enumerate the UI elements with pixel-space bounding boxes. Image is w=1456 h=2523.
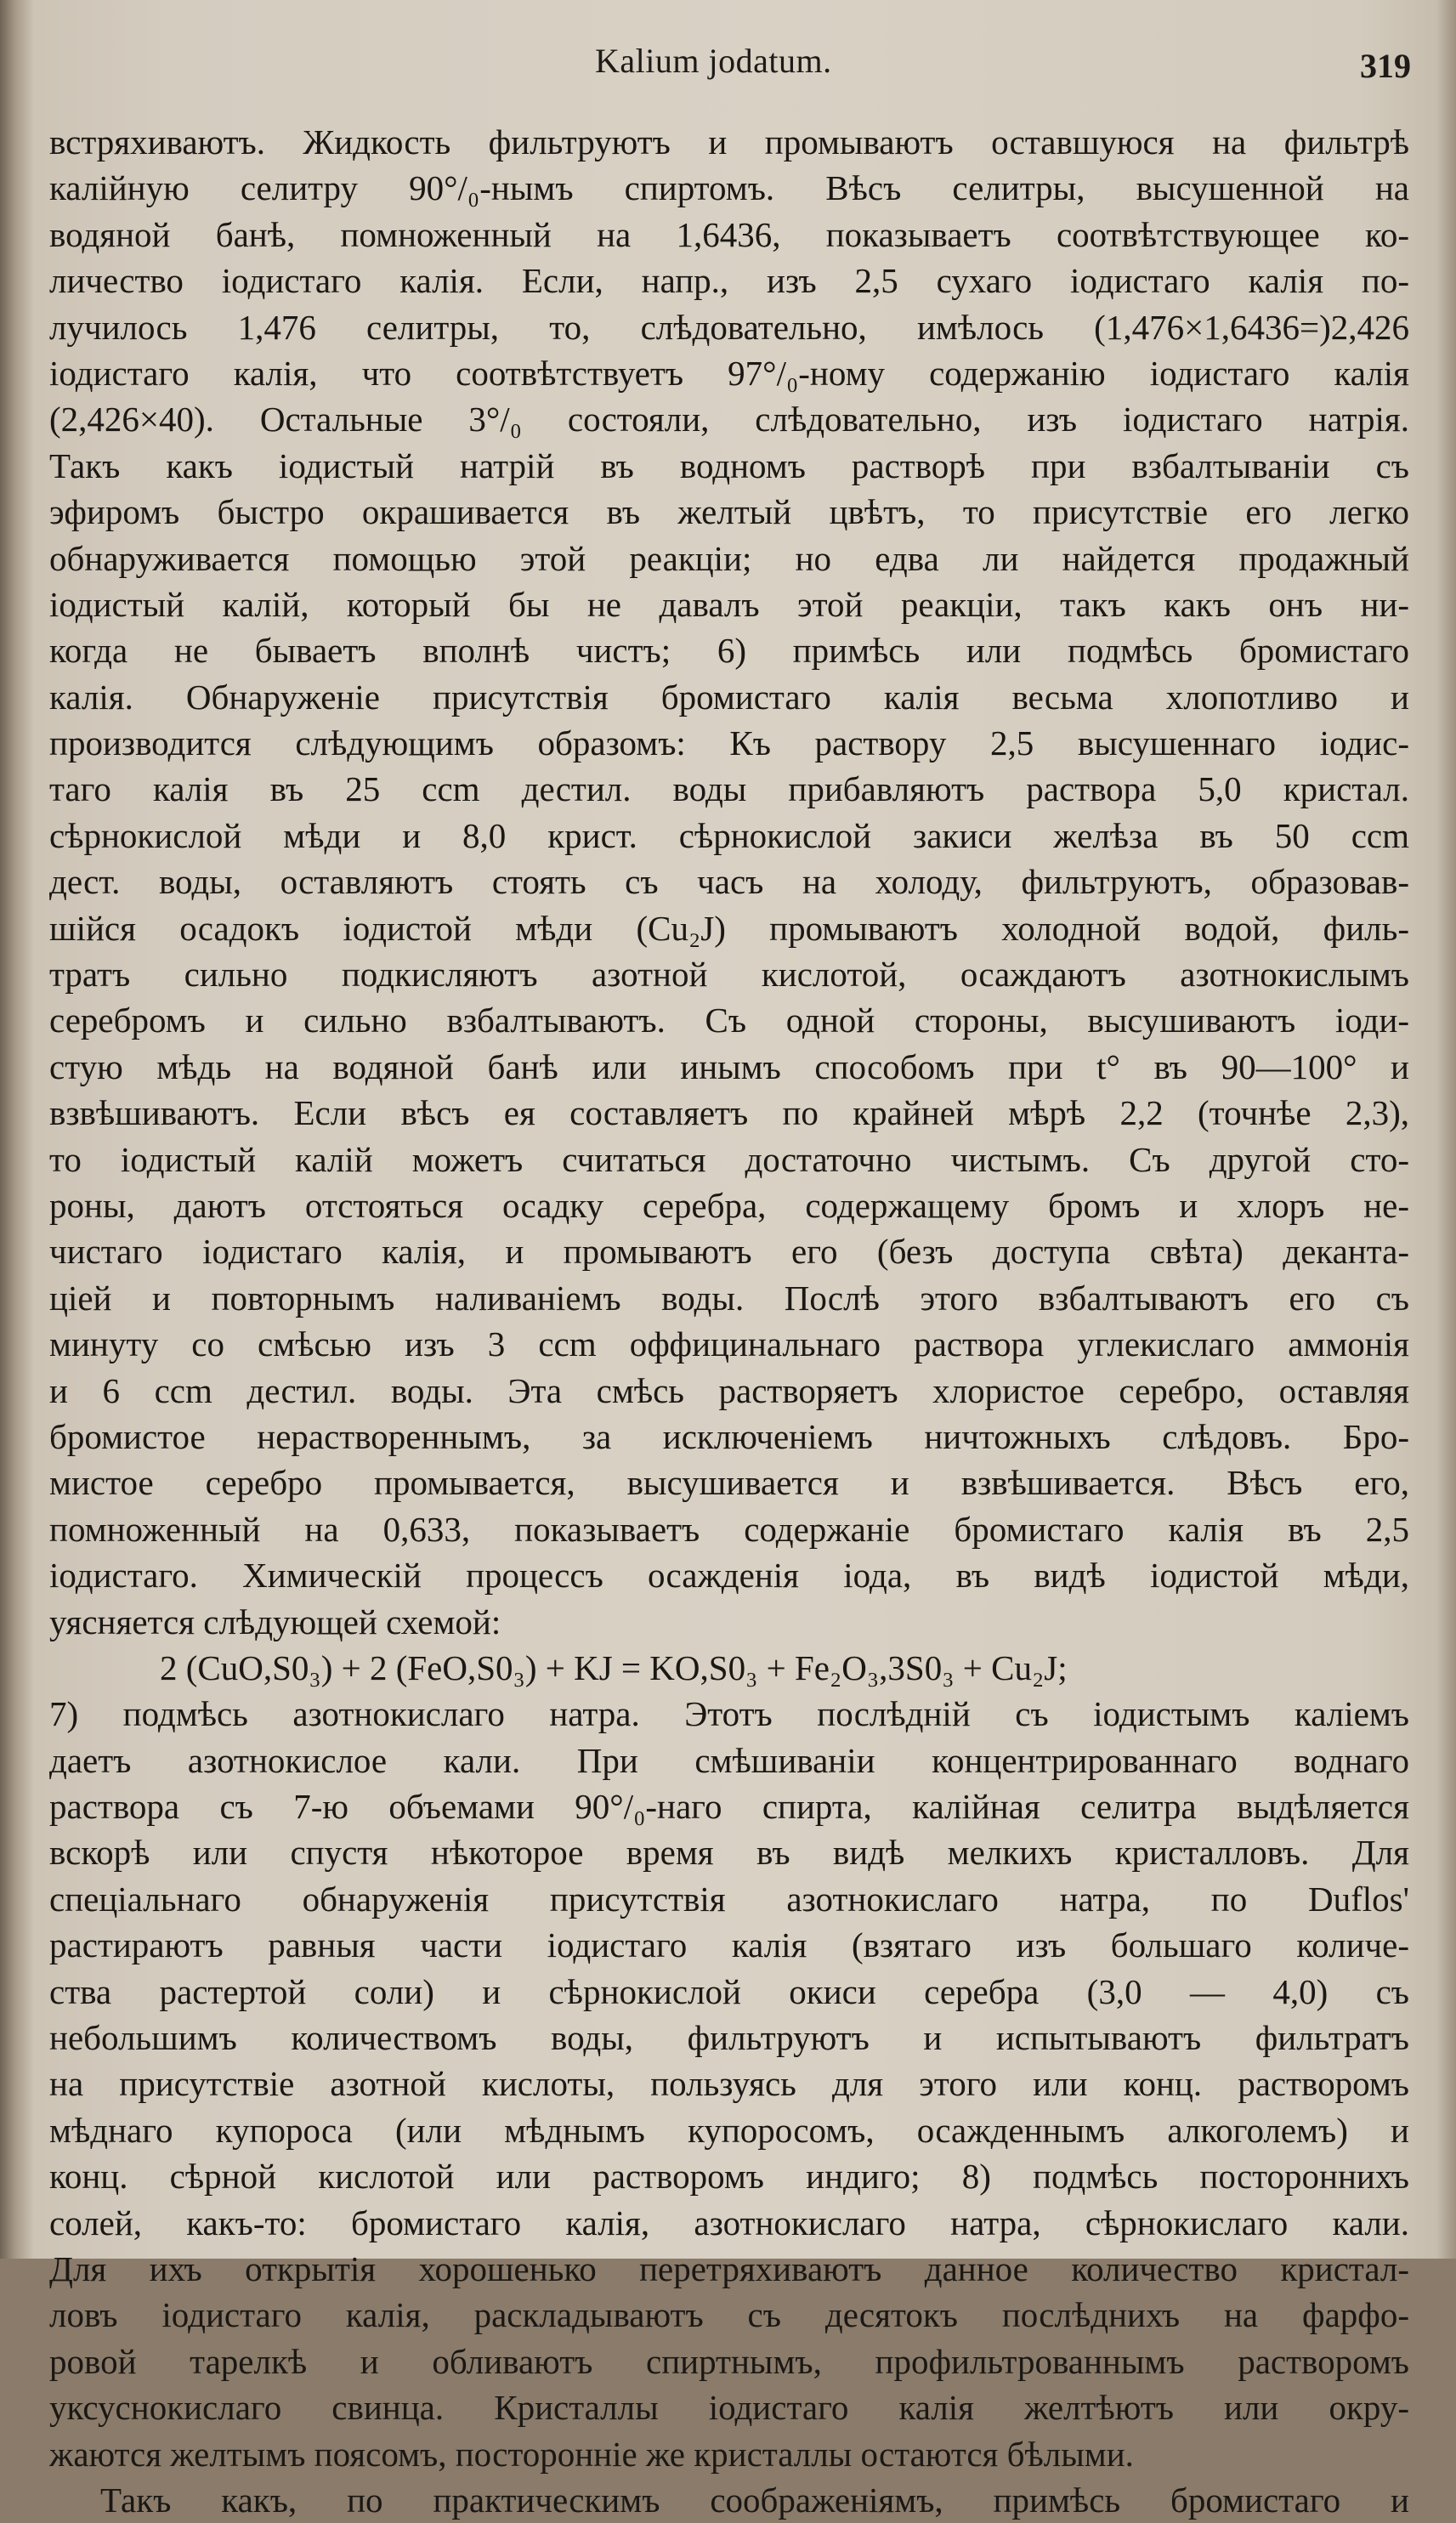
text-line: солей, какъ-то: бромистаго калія, азотнокислаго натра, сѣрнокислаго кали. <box>49 2203 1409 2242</box>
text-line: (2,426×40). Остальные 3°/₀ состояли, слѣдовательно, изъ іодистаго натрія. <box>49 400 1409 439</box>
text-line: Такъ какъ іодистый натрій въ водномъ растворѣ при взбалтываніи съ <box>49 445 1409 485</box>
text-line: эфиромъ быстро окрашивается въ желтый цвѣтъ, то присутствіе его легко <box>49 492 1409 532</box>
text-line: іодистаго. Химическій процессъ осажденія іода, въ видѣ іодистой мѣди, <box>49 1556 1409 1596</box>
running-title: Kalium jodatum. <box>595 42 832 80</box>
text-line: Для ихъ открытія хорошенько перетряхиваютъ данное количество кристал- <box>49 2248 1409 2288</box>
text-line: и 6 ccm дестил. воды. Эта смѣсь растворяетъ хлористое серебро, оставляя <box>49 1370 1409 1410</box>
text-line: бромистое нерастворeннымъ, за исключеніемъ ничтожныхъ слѣдовъ. Бро- <box>49 1416 1409 1456</box>
text-line: жаются желтымъ поясомъ, посторонніе же кристаллы остаются бѣлыми. <box>49 2434 1134 2474</box>
text-line: уясняется слѣдующей схемой: <box>49 1602 501 1641</box>
page-number: 319 <box>1360 47 1411 85</box>
text-line: 7) подмѣсь азотнокислаго натра. Этотъ послѣдній съ іодистымъ каліемъ <box>49 1694 1409 1734</box>
text-line: серебромъ и сильно взбалтываютъ. Съ одной стороны, высушиваютъ іоди- <box>49 1001 1409 1040</box>
text-line: обнаруживается помощью этой реакціи; но едва ли найдется продажный <box>49 538 1409 578</box>
text-line: вскорѣ или спустя нѣкоторое время въ видѣ мелкихъ кристалловъ. Для <box>49 1833 1409 1873</box>
text-line: личество іодистаго калія. Если, напр., изъ 2,5 сухаго іодистаго калія по- <box>49 261 1409 301</box>
text-line: производится слѣдующимъ образомъ: Къ раствору 2,5 высушеннаго іодис- <box>49 723 1409 763</box>
text-line: растираютъ равныя части іодистаго калія (взятаго изъ большаго количе- <box>49 1925 1409 1965</box>
text-line: чистаго іодистаго калія, и промываютъ его (безъ доступа свѣта) деканта- <box>49 1232 1409 1272</box>
text-line: ровой тарелкѣ и обливаютъ спиртнымъ, профильтрованнымъ растворомъ <box>49 2341 1409 2381</box>
chemical-formula: 2 (CuO,S0₃) + 2 (FeO,S0₃) + KJ = KO,S0₃ + Fe₂O₃,3S0₃ + Cu₂J; <box>160 1647 1068 1687</box>
text-line: когда не бываетъ вполнѣ чистъ; 6) примѣсь или подмѣсь бромистаго <box>49 631 1409 671</box>
text-line: то іодистый калій можетъ считаться достаточно чистымъ. Съ другой сто- <box>49 1139 1409 1179</box>
text-line: раствора съ 7-ю объемами 90°/₀-наго спирта, калійная селитра выдѣляется <box>49 1787 1409 1827</box>
text-line: роны, даютъ отстояться осадку серебра, содержащему бромъ и хлоръ не- <box>49 1185 1409 1225</box>
text-line: калія. Обнаруженіе присутствія бромистаго калія весьма хлопотливо и <box>49 677 1409 717</box>
text-line: іодистый калій, который бы не давалъ этой реакціи, такъ какъ онъ ни- <box>49 584 1409 624</box>
text-line: лучилось 1,476 селитры, то, слѣдовательно, имѣлось (1,476×1,6436=)2,426 <box>49 307 1409 347</box>
page-header <box>0 41 1456 92</box>
text-line: мѣднаго купороса (или мѣднымъ купоросомъ, осажденнымъ алкоголемъ) и <box>49 2110 1409 2150</box>
text-line: стую мѣдь на водяной банѣ или инымъ способомъ при t° въ 90—100° и <box>49 1046 1409 1086</box>
text-line: ловъ іодистаго калія, раскладываютъ съ десятокъ послѣднихъ на фарфо- <box>49 2295 1409 2335</box>
text-line: минуту со смѣсью изъ 3 ccm оффицинальнаго раствора углекислаго аммонія <box>49 1324 1409 1364</box>
text-line: на присутствіе азотной кислоты, пользуясь для этого или конц. растворомъ <box>49 2064 1409 2104</box>
body-text <box>49 119 1409 2523</box>
text-line: уксуснокислаго свинца. Кристаллы іодистаго калія желтѣютъ или окру- <box>49 2388 1409 2428</box>
text-line: тратъ сильно подкисляютъ азотной кислотой, осаждаютъ азотнокислымъ <box>49 955 1409 995</box>
text-line: небольшимъ количествомъ воды, фильтруютъ и испытываютъ фильтратъ <box>49 2018 1409 2058</box>
text-line: ціей и повторнымъ наливаніемъ воды. Послѣ этого взбалтываютъ его съ <box>49 1278 1409 1318</box>
text-line: помноженный на 0,633, показываетъ содержаніе бромистаго калія въ 2,5 <box>49 1509 1409 1549</box>
text-line: дест. воды, оставляютъ стоять съ часъ на холоду, фильтруютъ, образовав- <box>49 862 1409 902</box>
text-line: водяной банѣ, помноженный на 1,6436, показываетъ соотвѣтствующее ко- <box>49 214 1409 254</box>
text-line: калійную селитру 90°/₀-нымъ спиртомъ. Вѣсъ селитры, высушенной на <box>49 168 1409 208</box>
text-line: мистое серебро промывается, высушивается и взвѣшивается. Вѣсъ его, <box>49 1463 1409 1503</box>
text-line: шійся осадокъ іодистой мѣди (Cu₂J) промываютъ холодной водой, филь- <box>49 908 1409 948</box>
text-line: таго калія въ 25 ccm дестил. воды прибавляютъ раствора 5,0 кристал. <box>49 769 1409 809</box>
text-line: сѣрнокислой мѣди и 8,0 крист. сѣрнокислой закиси желѣза въ 50 ccm <box>49 815 1409 855</box>
text-line: даетъ азотнокислое кали. При смѣшиваніи концентрированнаго воднаго <box>49 1740 1409 1780</box>
text-line: ства растертой соли) и сѣрнокислой окиси серебра (3,0 — 4,0) съ <box>49 1971 1409 2011</box>
text-line: спеціальнаго обнаруженія присутствія азотнокислаго натра, по Duflos' <box>49 1879 1409 1919</box>
text-line: взвѣшиваютъ. Если вѣсъ ея составляетъ по крайней мѣрѣ 2,2 (точнѣе 2,3), <box>49 1093 1409 1133</box>
text-line: Такъ какъ, по практическимъ соображеніямъ, примѣсь бромистаго и <box>100 2480 1409 2520</box>
text-line: іодистаго калія, что соотвѣтствуетъ 97°/₀-ному содержанію іодистаго калія <box>49 353 1409 393</box>
text-line: конц. сѣрной кислотой или растворомъ индиго; 8) подмѣсь постороннихъ <box>49 2157 1409 2197</box>
text-line: встряхиваютъ. Жидкость фильтруютъ и промываютъ оставшуюся на фильтрѣ <box>49 122 1409 162</box>
